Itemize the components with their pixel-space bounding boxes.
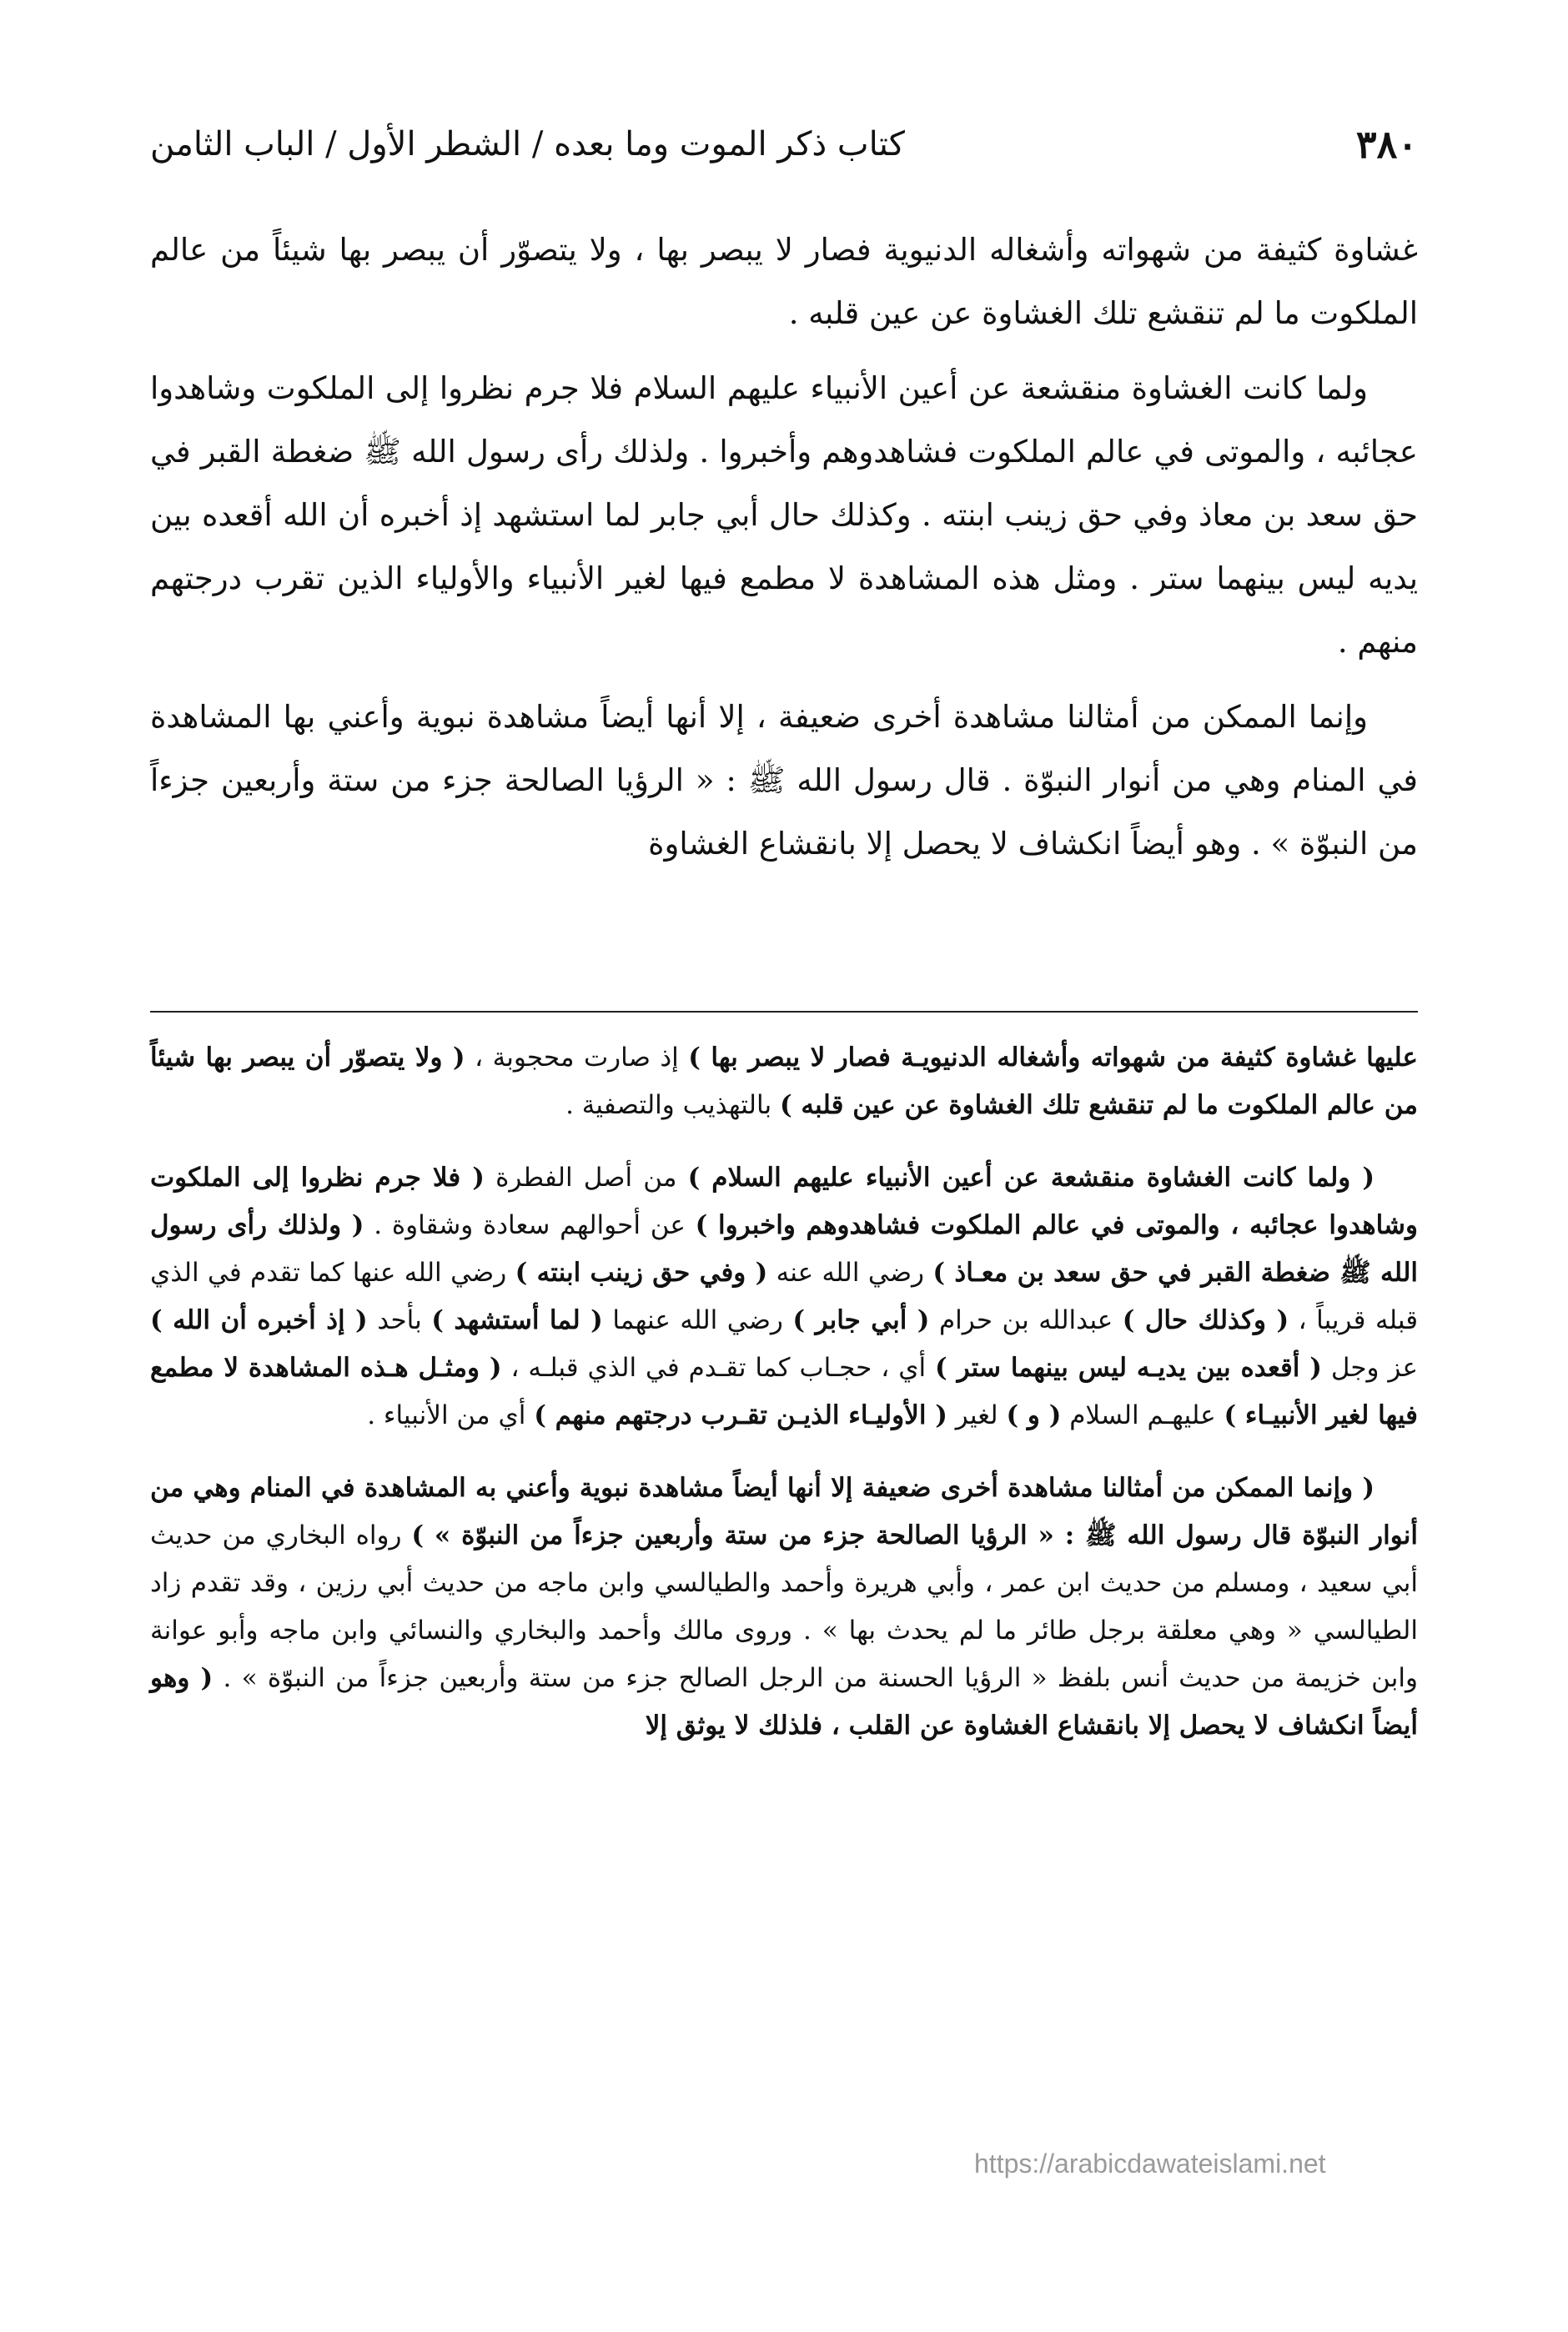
quoted-text: ( وفي حق زينب ابنته )	[515, 1258, 768, 1288]
commentary-text: بالتهذيب والتصفية .	[565, 1090, 780, 1120]
commentary-text: من أصل الفطرة	[484, 1163, 688, 1193]
quoted-text: ( و )	[1006, 1400, 1062, 1430]
main-paragraph-1: غشاوة كثيفة من شهواته وأشغاله الدنيوية فصار لا يبصر بها ، ولا يتصوّر أن يبصر بها شيئاً من عالم الملكوت ما لم تنقشع تلك الغشاوة عن عين قلبه .	[150, 232, 1418, 331]
commentary-text: عبدالله بن حرام	[929, 1305, 1123, 1335]
page-number: ٣٨٠	[1355, 122, 1418, 167]
quoted-text: ( أبي جابر )	[792, 1305, 930, 1335]
quoted-text: ( فلا جرم نظروا إلى الملكوت وشاهدوا عجائبه ، والموتى في عالم الملكوت فشاهدوهم واخبروا )	[150, 1163, 1418, 1240]
quoted-text: ( ولذلك رأى رسول الله ﷺ ضغطة القبر في حق سعد بن معـاذ )	[150, 1210, 1418, 1288]
quoted-text: ( وكذلك حال )	[1122, 1305, 1289, 1335]
running-title: كتاب ذكر الموت وما بعده / الشطر الأول / الباب الثامن	[150, 125, 905, 163]
commentary-text: عز وجل	[1321, 1353, 1419, 1383]
quoted-text: عليها غشاوة كثيفة من شهواته وأشغاله الدنيويـة فصار لا يبصر بها )	[688, 1043, 1418, 1073]
quoted-text: ( ولا يتصوّر أن يبصر بها شيئاً من عالم الملكوت ما لم تنقشع تلك الغشاوة عن عين قلبه )	[150, 1043, 1418, 1120]
commentary-text: بأحد	[367, 1305, 432, 1335]
commentary-text: رواه البخاري من حديث أبي سعيد ، ومسلم من حديث ابن عمر ، وأبي هريرة وأحمد والطيالسي وابن ماجه من حديث أبي رزين ، وقد تقدم زاد الطيالسي « وهي معلقة برجل طائر ما لم يحدث بها » . وروى مالك وأحمد والبخاري والنسائي وابن ماجه وأبو عوانة وابن خزيمة من حديث أنس بلفظ « الرؤيا الحسنة من الرجل الصالح جزء من ستة وأربعين جزءاً من النبوّة » .	[150, 1520, 1418, 1693]
main-text	[150, 219, 1418, 887]
commentary-text: رضي الله عنهما	[602, 1305, 793, 1335]
commentary-text: لغير	[947, 1400, 1007, 1430]
commentary-text: أي من الأنبياء .	[367, 1400, 535, 1430]
quoted-text: ( وهو أيضاً انكشاف لا يحصل إلا بانقشاع الغشاوة عن القلب ، فلذلك لا يوثق إلا	[150, 1663, 1418, 1741]
quoted-text: ( أقعده بين يديـه ليس بينهما ستر )	[935, 1353, 1322, 1383]
commentary	[150, 1034, 1418, 1775]
quoted-text: ( ولما كانت الغشاوة منقشعة عن أعين الأنبياء عليهم السلام )	[687, 1163, 1375, 1193]
quoted-text: ( الأوليـاء الذيـن تقـرب درجتهم منهم )	[534, 1400, 947, 1430]
quoted-text: ( إذ أخبره أن الله )	[150, 1305, 368, 1335]
commentary-paragraph-2	[150, 1154, 1418, 1440]
commentary-paragraph-3	[150, 1465, 1418, 1750]
page-header	[150, 107, 1418, 182]
commentary-paragraph-1	[150, 1034, 1418, 1129]
main-paragraph-2: ولما كانت الغشاوة منقشعة عن أعين الأنبياء عليهم السلام فلا جرم نظروا إلى الملكوت وشاهدوا عجائبه ، والموتى في عالم الملكوت فشاهدوهم وأخبروا . ولذلك رأى رسول الله ﷺ ضغطة القبر في حق سعد بن معاذ وفي حق زينب ابنته . وكذلك حال أبي جابر لما استشهد إذ أخبره أن الله أقعده بين يديه ليس بينهما ستر . ومثل هذه المشاهدة لا مطمع فيها لغير الأنبياء والأولياء الذين تقرب درجتهم منهم .	[150, 370, 1418, 660]
commentary-text: عليهـم السلام	[1061, 1400, 1224, 1430]
quoted-text: ( ومثـل هـذه المشاهدة لا مطمع فيها لغير الأنبيـاء )	[150, 1353, 1418, 1430]
quoted-text: ( لما أستشهد )	[431, 1305, 603, 1335]
quoted-text: ( وإنما الممكن من أمثالنا مشاهدة أخرى ضعيفة إلا أنها أيضاً مشاهدة نبوية وأعني به المشاهدة في المنام وهي من أنوار النبوّة قال رسول الله ﷺ : « الرؤيا الصالحة جزء من ستة وأربعين جزءاً من النبوّة » )	[150, 1473, 1418, 1550]
section-divider	[150, 1011, 1418, 1013]
watermark-url: https://arabicdawateislami.net	[974, 2149, 1326, 2179]
main-paragraph-3: وإنما الممكن من أمثالنا مشاهدة أخرى ضعيفة ، إلا أنها أيضاً مشاهدة نبوية وأعني بها المشاهدة في المنام وهي من أنوار النبوّة . قال رسول الله ﷺ : « الرؤيا الصالحة جزء من ستة وأربعين جزءاً من النبوّة » . وهو أيضاً انكشاف لا يحصل إلا بانقشاع الغشاوة	[150, 699, 1418, 862]
commentary-text: إذ صارت محجوبة ،	[465, 1043, 689, 1073]
commentary-text: رضي الله عنها كما تقدم في الذي قبله قريباً ،	[150, 1258, 1419, 1335]
commentary-text: رضي الله عنه	[767, 1258, 933, 1288]
commentary-text: أي ، حجـاب كما تقـدم في الذي قبلـه ،	[501, 1353, 936, 1383]
commentary-text: عن أحوالهم سعادة وشقاوة .	[364, 1210, 696, 1240]
